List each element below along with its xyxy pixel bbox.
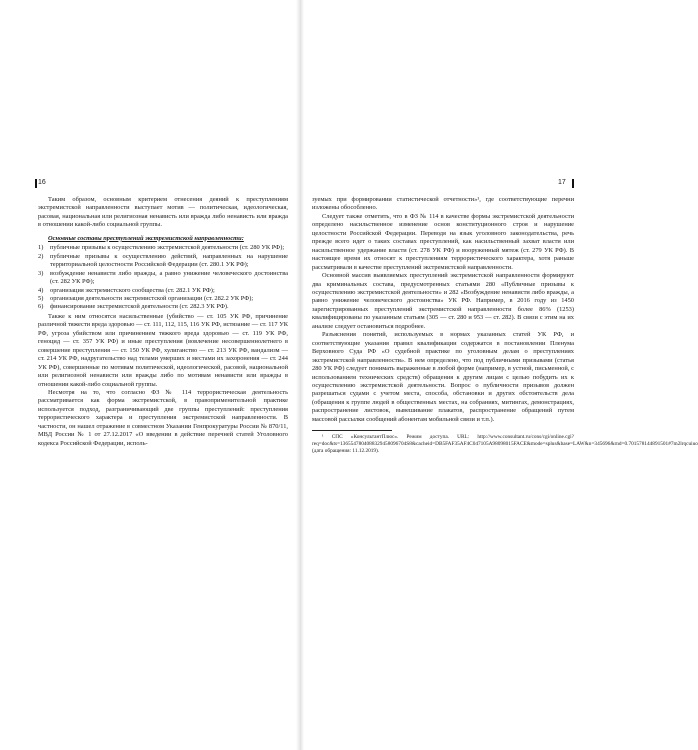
page-number-left: 16 (38, 179, 46, 186)
list-item-text: публичные призывы к осуществлению действий, направленных на нарушение территориальной целостности Российской Федерации (ст. 280.1 УК РФ); (50, 252, 288, 269)
footnotes (312, 430, 698, 454)
list-item-number: 1) (38, 244, 44, 252)
footnote-1: ¹ СПС «КонсультантПлюс». Режим доступа. URL: http://www.consultant.ru/cons/cgi/online.cgi?req=doc&ts=1365547804088329458096704S8&cacheid=DB5FAF35AF4C047105A98098015FACE&mode=splus&base=LAW&n=345696&rnd=0.701578144891501#7m2lrqcuiuo (дата обращения: 11.12.2019). (312, 434, 698, 454)
list-item-number: 6) (38, 303, 44, 311)
page-marker-right (572, 179, 574, 188)
page-number-right: 17 (558, 179, 566, 186)
list-item-number: 2) (38, 252, 44, 260)
list-item-text: организация деятельности экстремистской организации (ст. 282.2 УК РФ); (50, 294, 254, 302)
right-page (312, 196, 698, 455)
right-explanations-paragraph: Разъяснения понятий, используемых в нормах указанных статей УК РФ, и соответствующие указания правил квалификации содержатся в постановлении Пленума Верховного Суда РФ «О судебной практике по уголовным делам о преступлениях экстремистской направленности». В нем определено, что под публичными призывами (статья 280 УК РФ) следует понимать выраженные в любой форме (например, в устной, письменной, с использованием технических средств) обращения к другим лицам с целью побудить их к осуществлению экстремистской деятельности. Вопрос о публичности призывов должен разрешаться судами с учетом места, способа, обстановки и других обстоятельств дела (обращения к группе людей в общественных местах, на собраниях, митингах, демонстрациях, распространение листовок, вывешивание плакатов, распространение обращений путем массовой рассылки сообщений абонентам мобильной связи и т.п.). (312, 331, 574, 423)
left-violent-crimes-paragraph: Также к ним относятся насильственные (убийство — ст. 105 УК РФ, причинение различной тяжести вреда здоровью — ст. 111, 112, 115, 116 УК РФ, истязание — ст. 117 УК РФ, угроза убийством или причинением тяжкого вреда здоровью — ст. 119 УК РФ, геноцид — ст. 357 УК РФ) и иные преступления (вовлечение несовершеннолетнего в совершение преступления — ст. 150 УК РФ, хулиганство — ст. 213 УК РФ, вандализм — ст. 214 УК РФ, надругательство над телами умерших и местами их захоронения — ст. 244 УК РФ), совершенные по мотивам политической, идеологической, расовой, национальной или религиозной ненависти или вражды либо по мотивам ненависти или вражды в отношении какой-либо социальной группы. (38, 312, 288, 388)
list-item (38, 270, 288, 287)
page-marker-left (35, 179, 37, 188)
right-statistics-paragraph: Основной массив выявляемых преступлений экстремистской направленности формируют два криминальных состава, предусмотренных статьями 280 «Публичные призывы к осуществлению экстремистской деятельности» и 282 «Возбуждение ненависти либо вражды, а равно унижение человеческого достоинства» УК РФ. Например, в 2016 году из 1450 зарегистрированных преступлений экстремистской направленности более 86% (1253) квалифицированы по указанным статьям (305 — ст. 280 и 953 — ст. 282). В связи с этим на их анализе следует остановиться подробнее. (312, 272, 574, 330)
list-item-text: публичные призывы к осуществлению экстремистской деятельности (ст. 280 УК РФ); (50, 244, 285, 252)
right-continuation-paragraph: зуемых при формировании статистической отчетности»¹, где соответствующие перечни изложены обособленно. (312, 196, 574, 212)
list-item (38, 287, 288, 295)
list-item-number: 3) (38, 269, 44, 277)
crime-list (38, 244, 288, 312)
list-item (38, 295, 288, 303)
list-item-text: финансирование экстремистской деятельности (ст. 282.3 УК РФ). (50, 303, 229, 311)
list-item-number: 5) (38, 294, 44, 302)
list-item-number: 4) (38, 286, 44, 294)
list-item (38, 253, 288, 270)
footnote-rule (312, 430, 392, 431)
right-fz-paragraph: Следует также отметить, что в ФЗ № 114 в качестве формы экстремистской деятельности определено насильственное изменение основ конституционного строя и нарушение целостности Российской Федерации. Переводя на язык уголовного законодательства, речь прежде всего идет о таких составах преступлений, как насильственный захват власти или насильственное удержание власти (ст. 278 УК РФ) и вооруженный мятеж (ст. 279 УК РФ). В настоящее время их относят к преступлениям террористического характера, хотя раньше рассматривали в качестве преступлений экстремистской направленности. (312, 212, 574, 271)
left-section-heading: Основные составы преступлений экстремистской направленности: (48, 234, 244, 242)
book-gutter (296, 0, 304, 750)
list-item (38, 244, 288, 252)
list-item (38, 303, 288, 311)
left-terror-paragraph: Несмотря на то, что согласно ФЗ № 114 террористическая деятельность рассматривается как форма экстремистской, в правоприменительной практике используется подход, разграничивающий две группы преступлений: преступления террористического характера и преступления экстремистской направленности. В частности, он нашел отражение в совместном Указании Генпрокуратуры России № 870/11, МВД России № 1 от 27.12.2017 «О введении в действие перечней статей Уголовного кодекса Российской Федерации, исполь- (38, 388, 288, 447)
left-intro-paragraph: Таким образом, основным критерием отнесения деяний к преступлениям экстремистской направленности выступает мотив — политическая, идеологическая, расовая, национальная или религиозная ненависть или вражда либо ненависть или вражда в отношении какой-либо социальной группы. (38, 196, 288, 229)
list-item-text: организация экстремистского сообщества (ст. 282.1 УК РФ); (50, 286, 215, 294)
left-page (38, 196, 288, 448)
list-item-text: возбуждение ненависти либо вражды, а равно унижение человеческого достоинства (ст. 282 УК РФ); (50, 269, 288, 286)
